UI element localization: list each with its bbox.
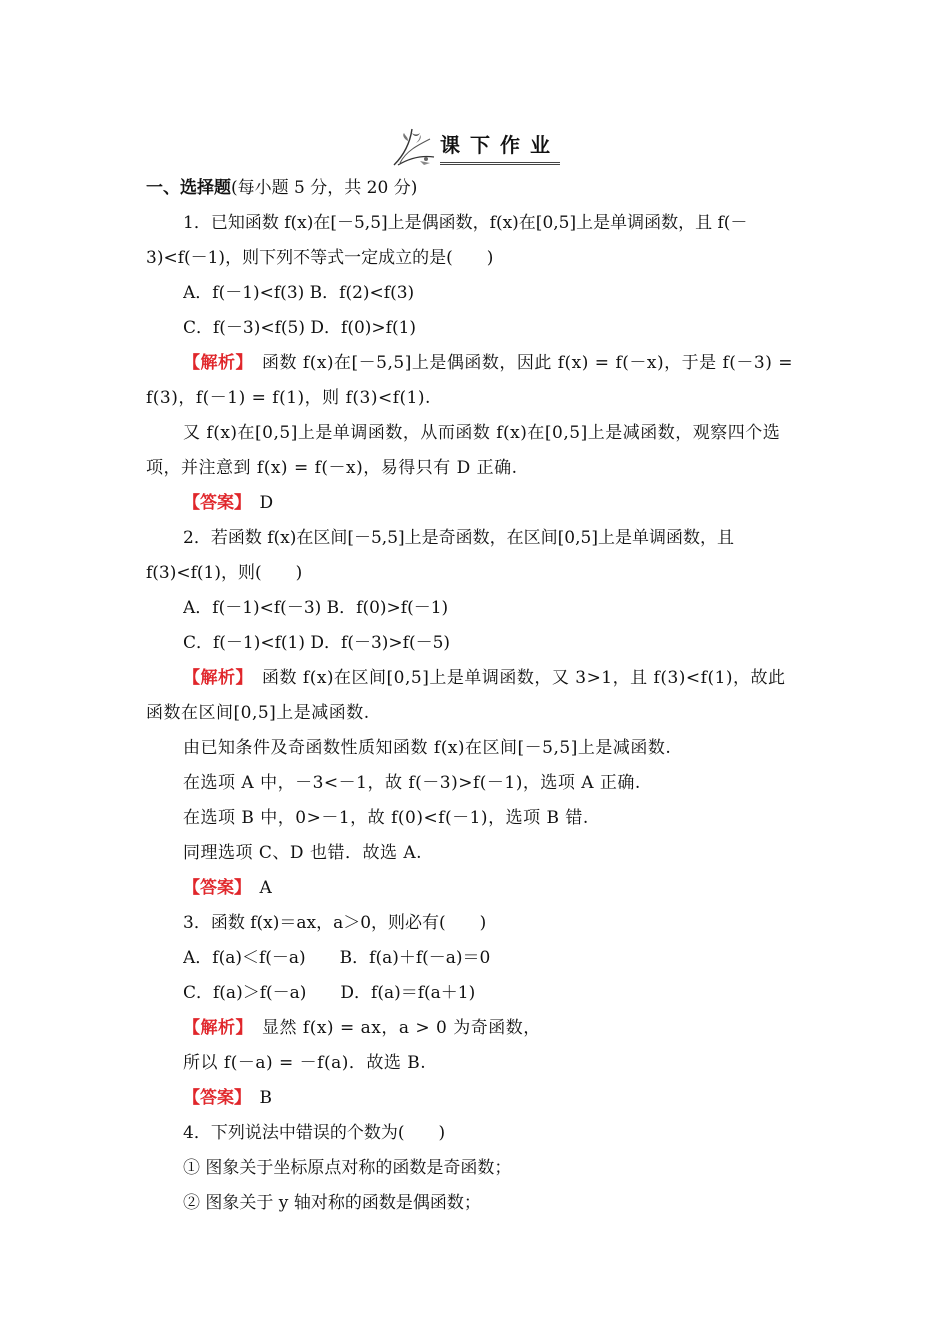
analysis-text-line: 由已知条件及奇函数性质知函数 f(x)在区间[－5,5]上是减函数.	[183, 738, 672, 758]
section-note: (每小题 5 分，共 20 分)	[231, 178, 418, 198]
question-3-options-ab: A．f(a)＜f(－a) B．f(a)＋f(－a)＝0	[183, 948, 491, 968]
analysis-text: 函数 f(x)在[－5,5]上是偶函数，因此 f(x) = f(－x)，于是 f(－3) =	[244, 353, 794, 373]
question-1-analysis	[183, 351, 816, 375]
question-1-options-cd: C．f(－3)<f(5) D．f(0)>f(1)	[183, 318, 417, 338]
answer-value: B	[242, 1088, 272, 1108]
question-3-analysis	[183, 1016, 816, 1040]
analysis-text-line: 同理选项 C、D 也错．故选 A.	[183, 843, 423, 863]
orchid-decoration-icon	[390, 125, 436, 169]
section-header	[0, 122, 950, 172]
question-1-stem-cont: 3)<f(－1)，则下列不等式一定成立的是( )	[146, 248, 494, 268]
question-3-stem: 3．函数 f(x)＝ax，a＞0，则必有( )	[183, 913, 487, 933]
question-1-options-ab: A．f(－1)<f(3) B．f(2)<f(3)	[183, 283, 415, 303]
question-1-answer	[183, 491, 816, 515]
analysis-text: 函数 f(x)在区间[0,5]上是单调函数，又 3>1，且 f(3)<f(1)，故此	[244, 668, 786, 688]
analysis-tag: 【解析】	[183, 1018, 245, 1038]
section-heading: 一、选择题	[146, 178, 231, 198]
answer-tag: 【答案】	[183, 493, 243, 513]
analysis-text-line: 又 f(x)在[0,5]上是单调函数，从而函数 f(x)在[0,5]上是减函数，观察四个选	[183, 423, 781, 443]
question-4-statement-1: ① 图象关于坐标原点对称的函数是奇函数；	[183, 1158, 512, 1178]
analysis-text-line: 项，并注意到 f(x) = f(－x)，易得只有 D 正确.	[146, 458, 518, 478]
analysis-text-line: 函数在区间[0,5]上是减函数.	[146, 703, 370, 723]
question-3-answer	[183, 1086, 816, 1110]
analysis-tag: 【解析】	[183, 353, 245, 373]
question-2-stem: 2．若函数 f(x)在区间[－5,5]上是奇函数，在区间[0,5]上是单调函数，且	[183, 528, 734, 548]
question-4-statement-2: ② 图象关于 y 轴对称的函数是偶函数；	[183, 1193, 481, 1213]
question-2-options-cd: C．f(－1)<f(1) D．f(－3)>f(－5)	[183, 633, 451, 653]
analysis-text-line: 在选项 A 中，－3<－1，故 f(－3)>f(－1)，选项 A 正确.	[183, 773, 641, 793]
question-3-options-cd: C．f(a)＞f(－a) D．f(a)＝f(a＋1)	[183, 983, 476, 1003]
question-4-stem: 4．下列说法中错误的个数为( )	[183, 1123, 446, 1143]
analysis-tag: 【解析】	[183, 668, 245, 688]
answer-value: A	[242, 878, 272, 898]
analysis-text-line: 在选项 B 中，0>－1，故 f(0)<f(－1)，选项 B 错.	[183, 808, 589, 828]
section-heading-line	[146, 176, 816, 200]
question-1-stem: 1．已知函数 f(x)在[－5,5]上是偶函数，f(x)在[0,5]上是单调函数，且 f(－	[183, 213, 748, 233]
page-title: 课下作业	[440, 129, 560, 165]
question-2-analysis	[183, 666, 816, 690]
answer-value: D	[242, 493, 274, 513]
analysis-text-line: f(3)，f(－1) = f(1)，则 f(3)<f(1).	[146, 388, 431, 408]
question-2-stem-cont: f(3)<f(1)，则( )	[146, 563, 303, 583]
question-2-answer	[183, 876, 816, 900]
analysis-text: 显然 f(x) = ax，a > 0 为奇函数，	[244, 1018, 541, 1038]
answer-tag: 【答案】	[183, 1088, 243, 1108]
question-2-options-ab: A．f(－1)<f(－3) B．f(0)>f(－1)	[183, 598, 449, 618]
answer-tag: 【答案】	[183, 878, 243, 898]
analysis-text-line: 所以 f(－a) = －f(a)．故选 B.	[183, 1053, 427, 1073]
